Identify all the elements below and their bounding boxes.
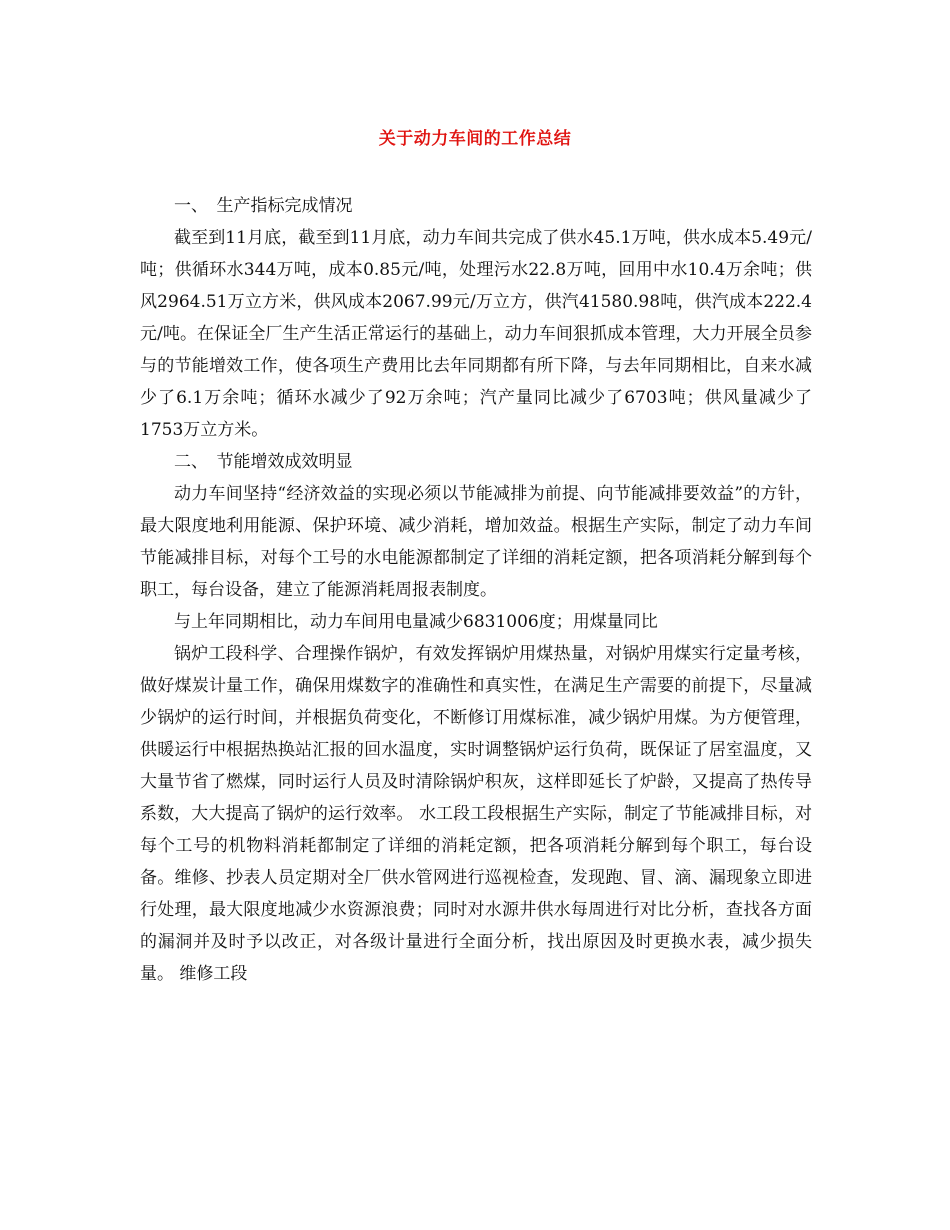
paragraph-energy-saving-policy: 动力车间坚持“经济效益的实现必须以节能减排为前提、向节能减排要效益”的方针，最大限度地利用能源、保护环境、减少消耗，增加效益。根据生产实际，制定了动力车间节能减排目标，对每个工号的水电能源都制定了详细的消耗定额，把各项消耗分解到每个职工，每台设备，建立了能源消耗周报表制度。 [140, 484, 812, 600]
paragraph-production-indicators: 截至到11月底，截至到11月底，动力车间共完成了供水45.1万吨，供水成本5.49元/吨；供循环水344万吨，成本0.85元/吨，处理污水22.8万吨，回用中水10.4万余吨；供风2964.51万立方米，供风成本2067.99元/万立方，供汽41580.98吨，供汽成本222.4元/吨。在保证全厂生产生活正常运行的基础上，动力车间狠抓成本管理，大力开展全员参与的节能增效工作，使各项生产费用比去年同期都有所下降，与去年同期相比，自来水减少了6.1万余吨；循环水减少了92万余吨；汽产量同比减少了6703吨；供风量减少了1753万立方米。 [140, 228, 812, 440]
paragraph-boiler-and-water-section: 锅炉工段科学、合理操作锅炉，有效发挥锅炉用煤热量，对锅炉用煤实行定量考核，做好煤炭计量工作，确保用煤数字的准确性和真实性，在满足生产需要的前提下，尽量减少锅炉的运行时间，并根据负荷变化，不断修订用煤标准，减少锅炉用煤。为方便管理，供暖运行中根据热换站汇报的回水温度，实时调整锅炉运行负荷，既保证了居室温度，又大量节省了燃煤，同时运行人员及时清除锅炉积灰，这样即延长了炉龄，又提高了热传导系数，大大提高了锅炉的运行效率。 水工段工段根据生产实际，制定了节能减排目标，对每个工号的机物料消耗都制定了详细的消耗定额，把各项消耗分解到每个职工，每台设备。维修、抄表人员定期对全厂供水管网进行巡视检查，发现跑、冒、滴、漏现象立即进行处理，最大限度地减少水资源浪费；同时对水源井供水每周进行对比分析，查找各方面的漏洞并及时予以改正，对各级计量进行全面分析，找出原因及时更换水表，减少损失量。 维修工段 [140, 644, 812, 984]
paragraph-electricity-comparison: 与上年同期相比，动力车间用电量减少6831006度；用煤量同比 [174, 612, 658, 632]
document-body [140, 190, 812, 990]
section-heading-1: 一、 生产指标完成情况 [174, 196, 353, 216]
section-heading-2: 二、 节能增效成效明显 [174, 452, 353, 472]
document-title: 关于动力车间的工作总结 [378, 129, 572, 149]
